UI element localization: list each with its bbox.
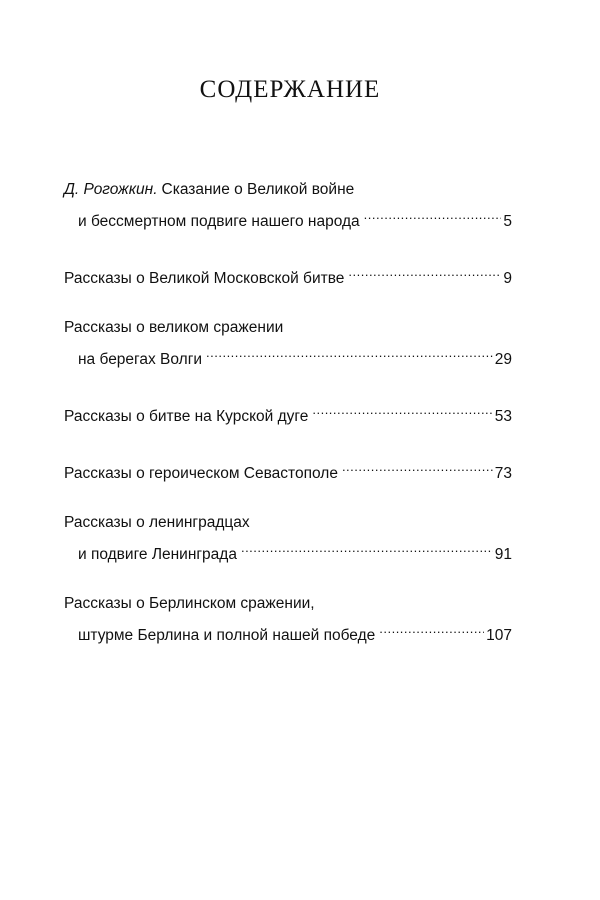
- dot-leader: [342, 454, 493, 478]
- toc-entry[interactable]: [64, 316, 512, 372]
- toc-entry[interactable]: [64, 397, 512, 429]
- dot-leader: [348, 259, 501, 283]
- toc-entry-title-line1: Сказание о Великой войне: [161, 181, 355, 198]
- dot-leader: [206, 340, 493, 364]
- toc-entry-title-line2: штурме Берлина и полной нашей победе: [78, 627, 376, 644]
- toc-entry-page-number: 29: [494, 351, 512, 368]
- toc-entry-title: Рассказы о героическом Севастополе: [64, 465, 338, 482]
- toc-entry-title-line2: и бессмертном подвиге нашего народа: [78, 213, 360, 230]
- toc-entry[interactable]: [64, 511, 512, 567]
- toc-entry[interactable]: [64, 259, 512, 291]
- dot-leader: [241, 535, 493, 559]
- toc-entry-page-number: 107: [486, 627, 512, 644]
- toc-entry-page-number: 5: [503, 213, 512, 230]
- toc-entry[interactable]: [64, 454, 512, 486]
- toc-entry-page-number: 53: [494, 408, 512, 425]
- table-of-contents: [64, 178, 512, 673]
- dot-leader: [364, 202, 502, 226]
- page-title: СОДЕРЖАНИЕ: [199, 76, 381, 103]
- toc-entry-page-number: 9: [503, 270, 512, 287]
- toc-entry-title-line1: Рассказы о ленинградцах: [64, 514, 250, 531]
- dot-leader: [312, 397, 492, 421]
- toc-entry-title-line2: на берегах Волги: [78, 351, 203, 368]
- toc-entry-author: Д. Рогожкин.: [64, 181, 158, 198]
- toc-entry-page-number: 73: [494, 465, 512, 482]
- toc-entry[interactable]: [64, 592, 512, 648]
- toc-entry-title-line1: Рассказы о Берлинском сражении,: [64, 595, 315, 612]
- toc-entry-title-line1: Рассказы о великом сражении: [64, 319, 284, 336]
- toc-entry-title: Рассказы о битве на Курской дуге: [64, 408, 309, 425]
- toc-entry-title: Рассказы о Великой Московской битве: [64, 270, 345, 287]
- dot-leader: [379, 616, 484, 640]
- toc-entry-title-line2: и подвиге Ленинграда: [78, 546, 237, 563]
- toc-entry[interactable]: [64, 178, 512, 234]
- toc-entry-page-number: 91: [494, 546, 512, 563]
